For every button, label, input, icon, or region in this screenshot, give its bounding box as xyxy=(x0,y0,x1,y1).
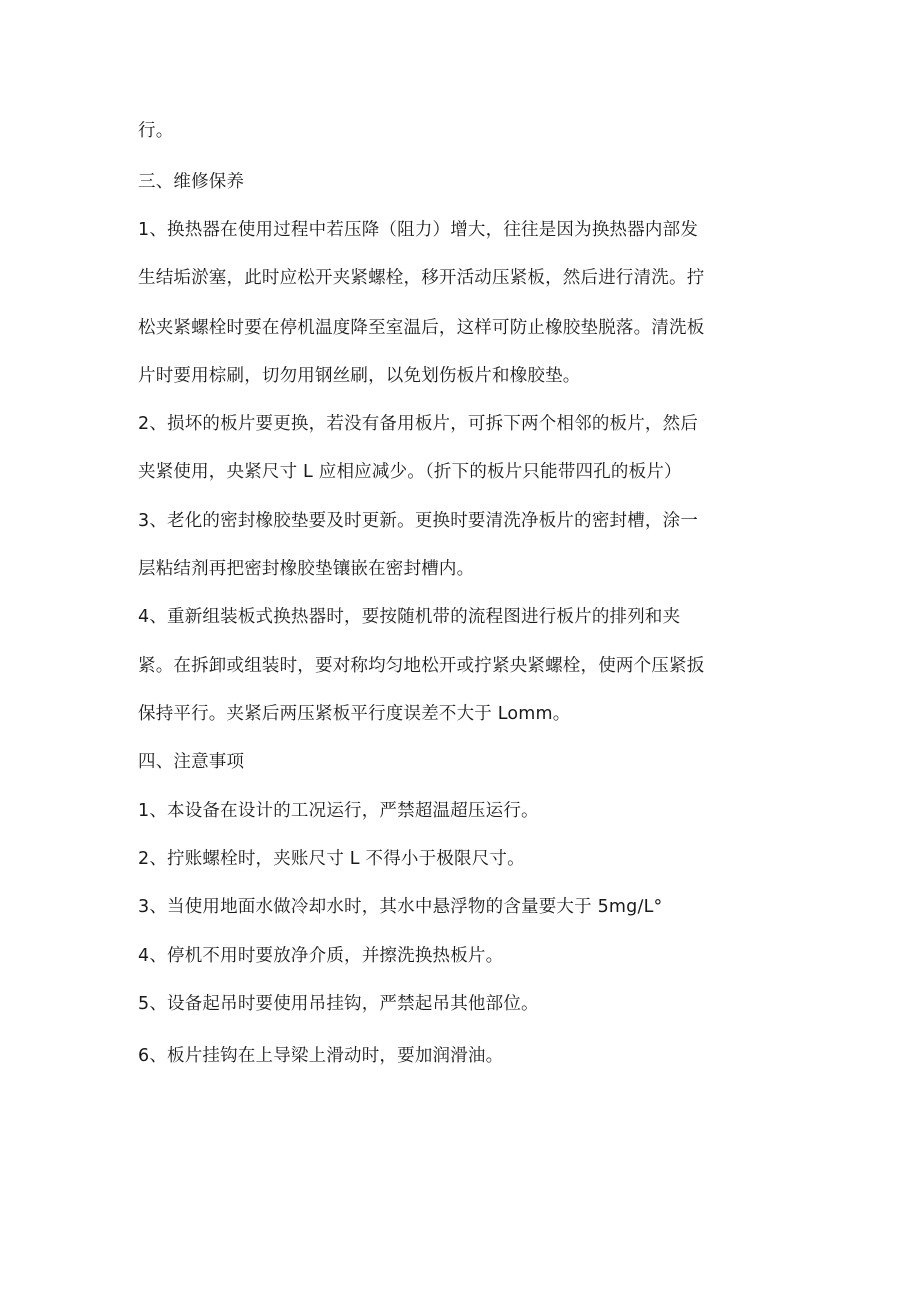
text-line: 层粘结剂再把密封橡胶垫镶嵌在密封槽内。 xyxy=(138,559,475,579)
text-line: 3、当使用地面水做冷却水时，其水中悬浮物的含量要大于 5mg∕L° xyxy=(138,897,663,917)
text-line: 2、损坏的板片要更换，若没有备用板片，可拆下两个相邻的板片，然后 xyxy=(138,414,699,434)
text-line: 松夹紧螺栓时要在停机温度降至室温后，这样可防止橡胶垫脱落。清洗板 xyxy=(138,318,705,338)
text-line: 行。 xyxy=(138,121,174,141)
text-line: 生结垢淤塞，此时应松开夹紧螺栓，移开活动压紧板，然后进行清洗。拧 xyxy=(138,268,705,288)
section-heading-precautions: 四、注意事项 xyxy=(138,752,245,772)
text-line: 1、换热器在使用过程中若压降（阻力）增大，往往是因为换热器内部发 xyxy=(138,220,699,240)
text-line: 6、板片挂钩在上导梁上滑动时，要加润滑油。 xyxy=(138,1046,504,1066)
text-line: 1、本设备在设计的工况运行，严禁超温超压运行。 xyxy=(138,801,539,821)
text-line: 2、拧账螺栓时，夹账尺寸 L 不得小于极限尺寸。 xyxy=(138,849,525,869)
text-line: 4、停机不用时要放净介质，并擦洗换热板片。 xyxy=(138,946,504,966)
text-line: 片时要用棕刷，切勿用钢丝刷，以免划伤板片和橡胶垫。 xyxy=(138,366,581,386)
text-line: 5、设备起吊时要使用吊挂钩，严禁起吊其他部位。 xyxy=(138,994,539,1014)
section-heading-maintenance: 三、维修保养 xyxy=(138,172,245,192)
text-line: 保持平行。夹紧后两压紧板平行度误差不大于 Lomm。 xyxy=(138,704,571,724)
text-line: 夹紧使用，央紧尺寸 L 应相应减少。（折下的板片只能带四孔的板片） xyxy=(138,462,682,482)
text-line: 3、老化的密封橡胶垫要及时更新。更换时要清洗净板片的密封槽，涂一 xyxy=(138,511,699,531)
text-line: 紧。在拆卸或组装时，要对称均匀地松开或拧紧央紧螺栓，使两个压紧扳 xyxy=(138,656,705,676)
text-line: 4、重新组装板式换热器时，要按随机带的流程图进行板片的排列和夹 xyxy=(138,607,681,627)
